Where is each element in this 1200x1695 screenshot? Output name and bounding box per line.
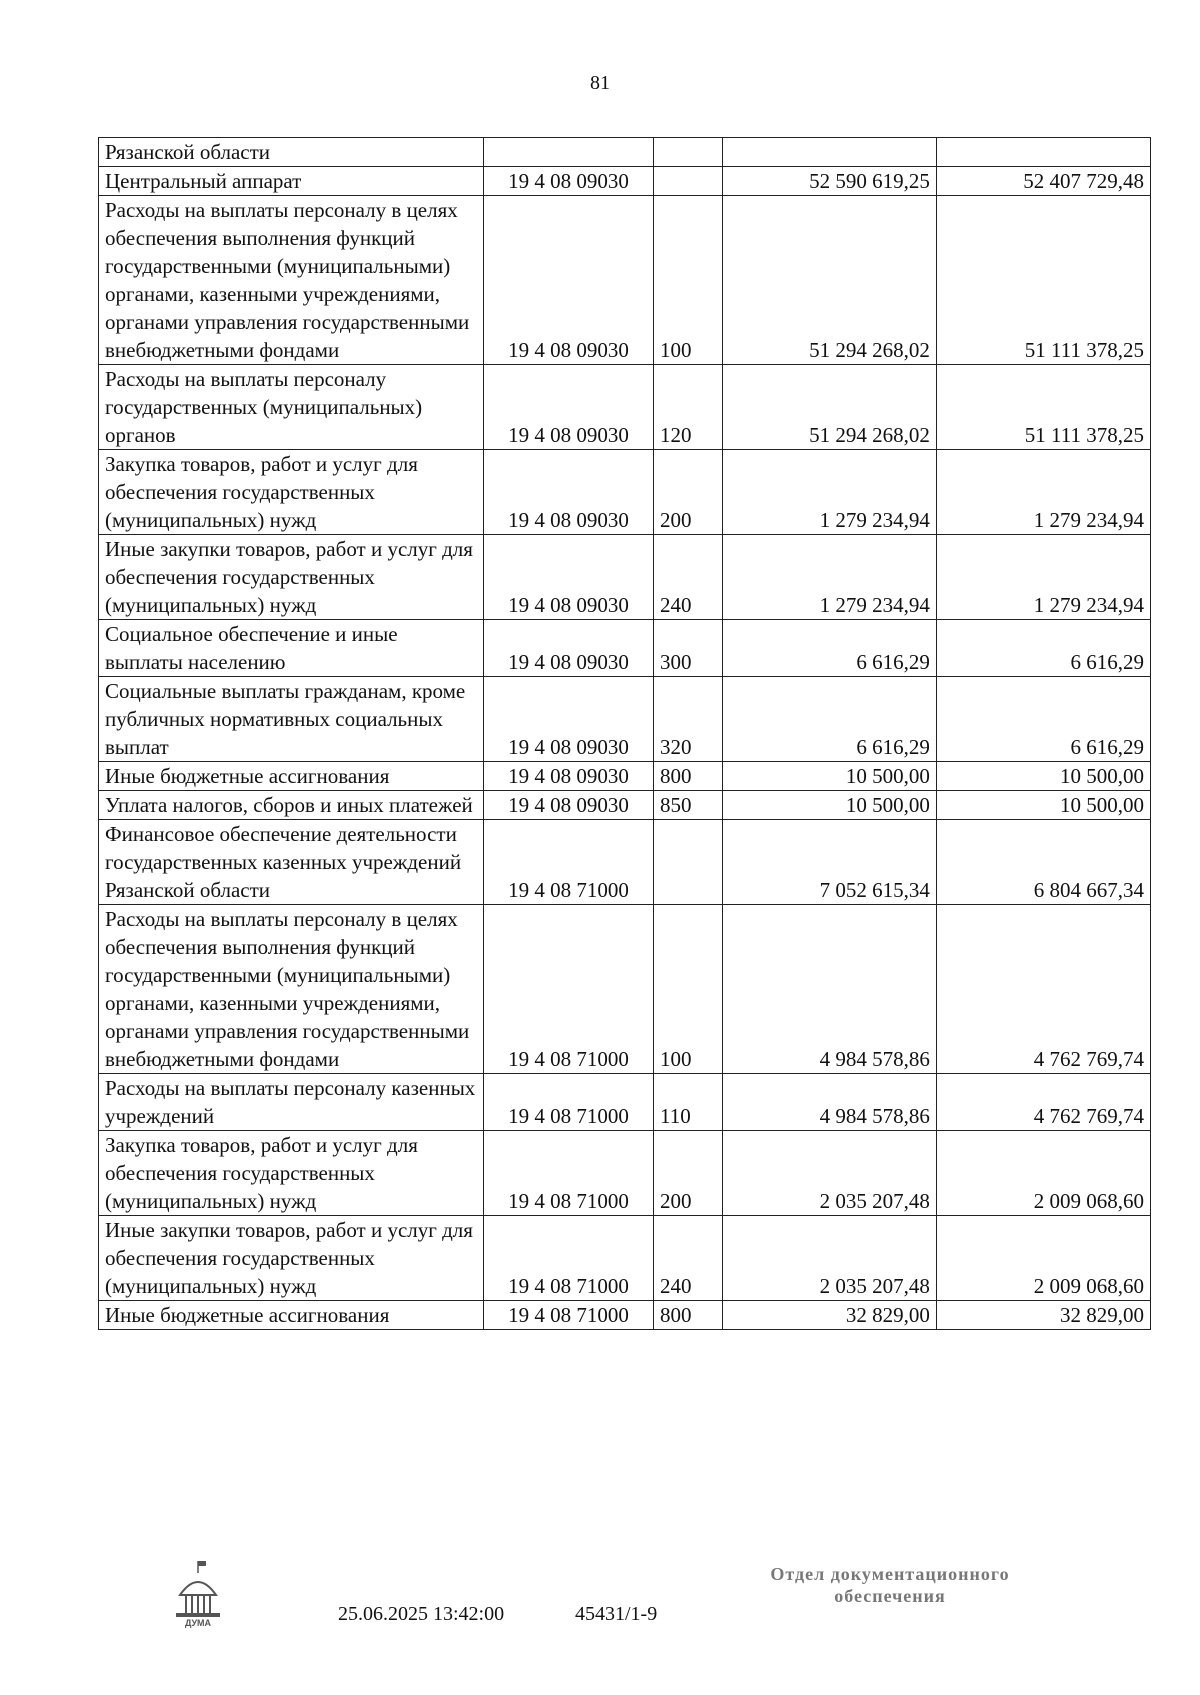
table-row <box>99 365 1151 450</box>
row-amount2-cell: 4 762 769,74 <box>936 905 1150 1074</box>
row-amount2-cell: 4 762 769,74 <box>936 1074 1150 1131</box>
table-row <box>99 1074 1151 1131</box>
row-amount1-cell: 2 035 207,48 <box>722 1216 936 1301</box>
row-amount1-cell: 51 294 268,02 <box>722 365 936 450</box>
row-amount1-cell: 4 984 578,86 <box>722 1074 936 1131</box>
row-amount1-cell: 4 984 578,86 <box>722 905 936 1074</box>
row-amount1-cell: 7 052 615,34 <box>722 820 936 905</box>
table-row <box>99 1216 1151 1301</box>
table-row <box>99 820 1151 905</box>
table-row <box>99 905 1151 1074</box>
logo-text: ДУМА <box>184 1618 212 1628</box>
row-vr-cell: 240 <box>654 1216 723 1301</box>
row-amount2-cell: 32 829,00 <box>936 1301 1150 1330</box>
table-row <box>99 791 1151 820</box>
row-amount2-cell: 10 500,00 <box>936 762 1150 791</box>
table-row <box>99 1301 1151 1330</box>
row-vr-cell: 120 <box>654 365 723 450</box>
row-code-cell: 19 4 08 09030 <box>484 535 654 620</box>
row-amount2-cell: 2 009 068,60 <box>936 1131 1150 1216</box>
row-code-cell: 19 4 08 71000 <box>484 1216 654 1301</box>
row-name-cell: Расходы на выплаты персоналу в целях обеспечения выполнения функций государственными (муниципальными) органами, казенными учреждениями, органами управления государственными внебюджетными фондами <box>99 196 484 365</box>
stamp-line-1: Отдел документационного <box>770 1564 1010 1584</box>
row-amount1-cell: 6 616,29 <box>722 677 936 762</box>
row-amount2-cell: 6 616,29 <box>936 677 1150 762</box>
row-amount1-cell: 1 279 234,94 <box>722 535 936 620</box>
row-amount2-cell: 6 804 667,34 <box>936 820 1150 905</box>
row-name-cell: Финансовое обеспечение деятельности государственных казенных учреждений Рязанской области <box>99 820 484 905</box>
row-amount1-cell: 52 590 619,25 <box>722 167 936 196</box>
row-name-cell: Иные бюджетные ассигнования <box>99 1301 484 1330</box>
row-code-cell: 19 4 08 09030 <box>484 196 654 365</box>
department-stamp <box>730 1563 1050 1607</box>
row-name-cell: Расходы на выплаты персоналу казенных учреждений <box>99 1074 484 1131</box>
row-name-cell: Социальное обеспечение и иные выплаты населению <box>99 620 484 677</box>
row-amount2-cell: 51 111 378,25 <box>936 196 1150 365</box>
budget-table-body <box>99 138 1151 1330</box>
row-name-cell: Расходы на выплаты персоналу в целях обеспечения выполнения функций государственными (муниципальными) органами, казенными учреждениями, органами управления государственными внебюджетными фондами <box>99 905 484 1074</box>
table-row <box>99 167 1151 196</box>
row-amount2-cell: 1 279 234,94 <box>936 535 1150 620</box>
table-row <box>99 762 1151 791</box>
row-name-cell: Уплата налогов, сборов и иных платежей <box>99 791 484 820</box>
row-vr-cell: 800 <box>654 1301 723 1330</box>
row-amount2-cell: 10 500,00 <box>936 791 1150 820</box>
row-vr-cell: 200 <box>654 450 723 535</box>
row-vr-cell: 100 <box>654 196 723 365</box>
row-code-cell: 19 4 08 09030 <box>484 450 654 535</box>
row-amount1-cell: 32 829,00 <box>722 1301 936 1330</box>
row-code-cell: 19 4 08 09030 <box>484 791 654 820</box>
row-vr-cell: 240 <box>654 535 723 620</box>
row-code-cell: 19 4 08 71000 <box>484 1301 654 1330</box>
row-vr-cell: 300 <box>654 620 723 677</box>
budget-table <box>98 137 1151 1330</box>
row-amount2-cell: 6 616,29 <box>936 620 1150 677</box>
row-vr-cell: 200 <box>654 1131 723 1216</box>
row-vr-cell <box>654 820 723 905</box>
row-amount2-cell: 52 407 729,48 <box>936 167 1150 196</box>
footer-datetime: 25.06.2025 13:42:00 <box>338 1603 505 1625</box>
row-amount2-cell: 51 111 378,25 <box>936 365 1150 450</box>
row-vr-cell: 850 <box>654 791 723 820</box>
row-amount1-cell: 51 294 268,02 <box>722 196 936 365</box>
table-row <box>99 196 1151 365</box>
stamp-line-2: обеспечения <box>834 1586 946 1606</box>
row-vr-cell: 100 <box>654 905 723 1074</box>
page-number: 81 <box>590 72 610 94</box>
row-vr-cell: 320 <box>654 677 723 762</box>
table-row <box>99 450 1151 535</box>
row-amount2-cell: 2 009 068,60 <box>936 1216 1150 1301</box>
row-vr-cell: 110 <box>654 1074 723 1131</box>
table-row <box>99 1131 1151 1216</box>
duma-building-logo-icon <box>168 1559 228 1629</box>
table-row <box>99 620 1151 677</box>
row-code-cell: 19 4 08 09030 <box>484 762 654 791</box>
row-code-cell: 19 4 08 09030 <box>484 167 654 196</box>
row-code-cell: 19 4 08 71000 <box>484 820 654 905</box>
row-name-cell: Социальные выплаты гражданам, кроме публичных нормативных социальных выплат <box>99 677 484 762</box>
row-code-cell <box>484 138 654 167</box>
row-name-cell: Рязанской области <box>99 138 484 167</box>
row-vr-cell: 800 <box>654 762 723 791</box>
table-row <box>99 138 1151 167</box>
row-vr-cell <box>654 138 723 167</box>
row-name-cell: Иные закупки товаров, работ и услуг для обеспечения государственных (муниципальных) нужд <box>99 1216 484 1301</box>
row-code-cell: 19 4 08 09030 <box>484 677 654 762</box>
row-name-cell: Закупка товаров, работ и услуг для обеспечения государственных (муниципальных) нужд <box>99 1131 484 1216</box>
row-amount1-cell: 6 616,29 <box>722 620 936 677</box>
row-amount2-cell <box>936 138 1150 167</box>
row-code-cell: 19 4 08 71000 <box>484 905 654 1074</box>
row-name-cell: Закупка товаров, работ и услуг для обеспечения государственных (муниципальных) нужд <box>99 450 484 535</box>
row-code-cell: 19 4 08 09030 <box>484 620 654 677</box>
row-name-cell: Иные закупки товаров, работ и услуг для обеспечения государственных (муниципальных) нужд <box>99 535 484 620</box>
row-name-cell: Центральный аппарат <box>99 167 484 196</box>
table-row <box>99 535 1151 620</box>
footer-reg-number: 45431/1-9 <box>575 1603 658 1625</box>
row-code-cell: 19 4 08 09030 <box>484 365 654 450</box>
row-name-cell: Иные бюджетные ассигнования <box>99 762 484 791</box>
row-amount1-cell: 2 035 207,48 <box>722 1131 936 1216</box>
row-vr-cell <box>654 167 723 196</box>
row-name-cell: Расходы на выплаты персоналу государственных (муниципальных) органов <box>99 365 484 450</box>
row-amount1-cell <box>722 138 936 167</box>
row-code-cell: 19 4 08 71000 <box>484 1074 654 1131</box>
row-amount1-cell: 1 279 234,94 <box>722 450 936 535</box>
table-row <box>99 677 1151 762</box>
row-amount1-cell: 10 500,00 <box>722 791 936 820</box>
row-code-cell: 19 4 08 71000 <box>484 1131 654 1216</box>
row-amount1-cell: 10 500,00 <box>722 762 936 791</box>
row-amount2-cell: 1 279 234,94 <box>936 450 1150 535</box>
